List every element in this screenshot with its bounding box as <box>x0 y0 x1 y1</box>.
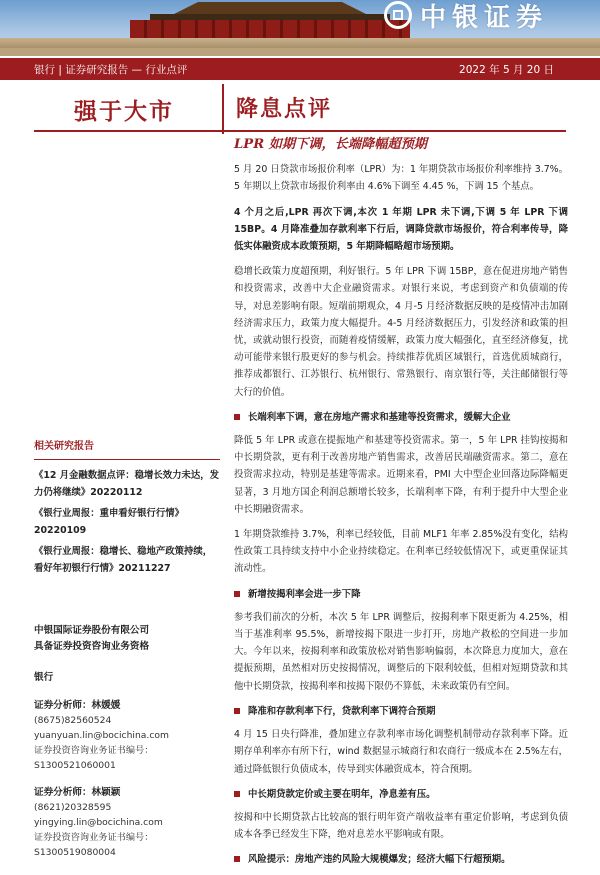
related-report[interactable]: 《12 月金融数据点评：稳增长效力未达，发力仍将继续》20220112 <box>34 470 220 498</box>
bullet-icon <box>234 856 240 862</box>
company-name: 中银国际证券股份有限公司 <box>34 625 150 636</box>
rating: 强于大市 <box>74 98 174 125</box>
company-qualification: 具备证券投资咨询业务资格 <box>34 641 150 652</box>
analyst-name: 证券分析师：林颖颖 <box>34 787 121 798</box>
analyst-email[interactable]: yuanyuan.lin@bocichina.com <box>34 730 169 741</box>
paragraph: 按揭和中长期贷款占比较高的银行明年资产端收益率有重定价影响，考虑到负债成本各季已经发生下降，绝对息差水平影响或有限。 <box>234 811 568 841</box>
paragraph: 参考我们前次的分析，本次 5 年 LPR 调整后，按揭利率下限更新为 4.25%，相当于基准利率 95.5%，新增按揭下限进一步打开，房地产救松的空间进一步加大。今年以来，按揭利率和政策放松对销售影响偏弱，本次降息力度加大，意在提振预期，虽然相对历史按揭情况，调整后的下限利较低，但相对短期贷款和其他中长期贷款，按揭利率和按揭下限仍不算低，未来政策仍有空间。 <box>234 611 568 692</box>
analyst-phone: (8621)20328595 <box>34 802 112 813</box>
section-heading <box>234 409 568 426</box>
boc-logo-icon <box>384 1 412 29</box>
title-divider <box>222 84 224 134</box>
report-body <box>234 134 568 875</box>
report-subtitle: LPR 如期下调，长端降幅超预期 <box>234 137 427 152</box>
bullet-icon <box>234 791 240 797</box>
section-heading <box>234 586 568 603</box>
paragraph: 4 个月之后,LPR 再次下调,本次 1 年期 LPR 未下调,下调 5 年 LPR 下调 15BP。4 月降准叠加存款利率下行后，调降贷款市场报价，符合利率传导，降低实体融资成本政策预期，5 年期降幅略超市场预期。 <box>234 206 568 253</box>
palace-hall <box>130 20 410 38</box>
paragraph: 4 月 15 日央行降准，叠加建立存款利率市场化调整机制带动存款利率下降。近期存单利率亦有所下行，wind 数据显示城商行和农商行一级成本在 2.5%左右，通过降低银行负债成本，传导到实体融资成本，符合预期。 <box>234 729 568 775</box>
analyst-name: 证券分析师：林媛媛 <box>34 700 121 711</box>
page-title: 降息点评 <box>236 96 333 122</box>
paragraph: 降低 5 年 LPR 或意在提振地产和基建等投资需求。第一，5 年 LPR 挂钩按揭和中长期贷款，更有利于改善房地产销售需求，改善居民端融资需求。第二，意在投资需求拉动，特别是基建等需求。近期来看，PMI 大中型企业回落边际降幅更显著，3 月地方国企利润总额增长较多，长端利率下降，有利于提升中大型企业中长期融资需求。 <box>234 435 568 515</box>
paragraph: 5 月 20 日贷款市场报价利率（LPR）为：1 年期贷款市场报价利率维持 3.7%。5 年期以上贷款市场报价利率由 4.6%下调至 4.45 %，下调 15 个基点。 <box>234 164 568 193</box>
title-underline <box>34 130 566 132</box>
paragraph: 稳增长政策力度超预期，利好银行。5 年 LPR 下调 15BP，意在促进房地产销售和投资需求，改善中大企业融资需求。对银行来说，考虑到资产和负债端的传导，对息差影响有限。短端前期观众，4 月-5 月经济数据反映的是疫情冲击加剧经济需求压力，政策力度大幅提升。4-5 月经济数据压力，引发经济和政策的担忧，或就动银行投资，而随着疫情缓解，政策力度大幅强化，直至经济修复，扰动可能带来银行股更好的参与机会。持续推荐优质区域银行，首选优质城商行，推荐成都银行、江苏银行、杭州银行、常熟银行、南京银行等，关注邮储银行等大行的价值。 <box>234 266 568 398</box>
related-report[interactable]: 《银行业周报：重申看好银行行情》20220109 <box>34 508 185 536</box>
header-strip <box>0 58 600 80</box>
analyst-cert: 证券投资咨询业务证书编号：S1300521060001 <box>34 745 154 771</box>
paragraph: 1 年期贷款维持 3.7%，利率已经较低，目前 MLF1 年率 2.85%没有变化，结构性政策工具持续支持中小企业持续稳定。在利率已经较低情况下，或更重保证其流动性。 <box>234 529 568 575</box>
section-heading <box>234 786 568 803</box>
analyst-block <box>34 785 220 860</box>
analyst-block <box>34 698 220 773</box>
analyst-cert: 证券投资咨询业务证书编号：S1300519080004 <box>34 832 154 858</box>
section-heading <box>234 851 568 868</box>
brand-name: 中银证券 <box>420 2 549 33</box>
header-banner <box>0 0 600 56</box>
brand-logo <box>384 0 600 33</box>
bullet-icon <box>234 591 240 597</box>
palace-ground <box>0 48 600 56</box>
report-date: 2022 年 5 月 20 日 <box>459 63 554 76</box>
analyst-phone: (8675)82560524 <box>34 715 112 726</box>
company-info <box>34 623 220 655</box>
risk-warning: 风险提示：房地产违约风险大规模爆发；经济大幅下行超预期。 <box>248 854 511 866</box>
breadcrumb: 银行 | 证券研究报告 — 行业点评 <box>34 63 188 76</box>
bullet-icon <box>234 414 240 420</box>
related-report[interactable]: 《银行业周报：稳增长、稳地产政策持续，看好年初银行行情》20211227 <box>34 546 213 574</box>
related-head: 相关研究报告 <box>34 438 220 460</box>
section-heading-text: 长端利率下调，意在房地产需求和基建等投资需求，缓解大企业 <box>248 411 511 423</box>
sidebar <box>34 438 220 860</box>
analyst-email[interactable]: yingying.lin@bocichina.com <box>34 817 163 828</box>
section-heading-text: 中长期贷款定价或主要在明年，净息差有压。 <box>248 788 436 800</box>
industry-label: 银行 <box>34 672 54 683</box>
section-heading-text: 新增按揭利率会进一步下降 <box>248 588 361 600</box>
section-heading <box>234 703 568 720</box>
section-heading-text: 降准和存款利率下行，贷款利率下调符合预期 <box>248 705 436 717</box>
bullet-icon <box>234 708 240 714</box>
